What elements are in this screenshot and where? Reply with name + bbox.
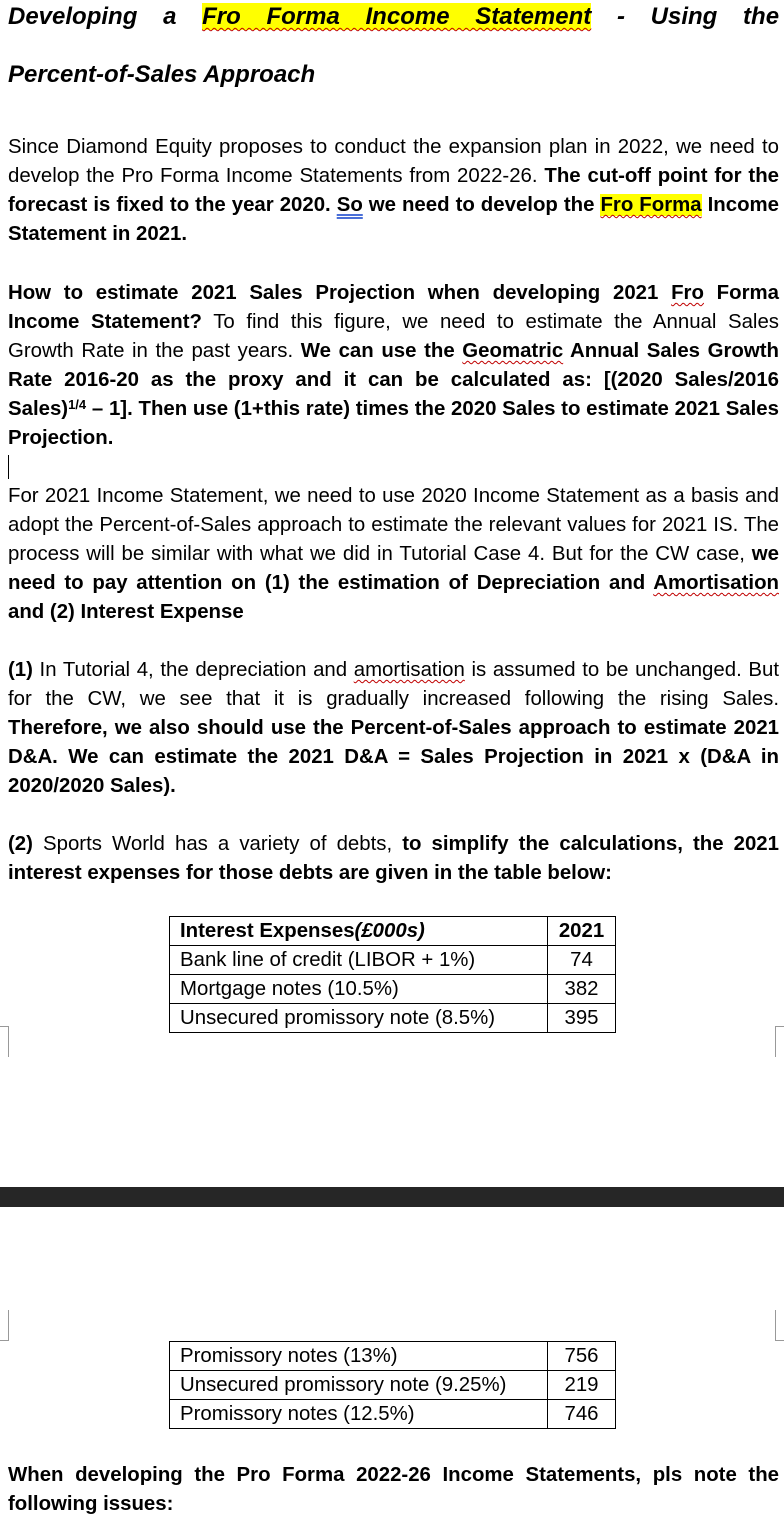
page-corner-mark [775, 1310, 784, 1341]
table-row: Promissory notes (12.5%) 746 [170, 1400, 616, 1429]
spelling-flag: Geomatric [462, 340, 564, 362]
spelling-flag: Amortisation [653, 572, 779, 594]
page-corner-mark [0, 1310, 9, 1341]
document-title-line1: Developing a Fro Forma Income Statement - Using the [8, 3, 780, 30]
spelling-flag: Fro [671, 282, 704, 304]
text-cursor [8, 455, 9, 479]
paragraph-intro: Since Diamond Equity proposes to conduct the expansion plan in 2022, we need to develop the Pro Forma Income Statements from 2022-26. The cut-off point for the forecast is fixed to the year 2020. So we need to develop the Fro Forma Income Statement in 2021. [8, 136, 779, 245]
table-row: Bank line of credit (LIBOR + 1%) 74 [170, 946, 616, 975]
table-header-row: Interest Expenses(£000s) 2021 [170, 917, 616, 946]
table-row: Unsecured promissory note (8.5%) 395 [170, 1004, 616, 1033]
highlighted-title: Fro Forma Income Statement [202, 3, 592, 30]
paragraph-income-statement: For 2021 Income Statement, we need to use 2020 Income Statement as a basis and adopt the Percent-of-Sales approach to estimate the relevant values for 2021 IS. The process will be similar with what we did in Tutorial Case 4. But for the CW case, we need to pay attention on (1) the estimation of Depreciation and Amortisation and (2) Interest Expense [8, 485, 779, 623]
paragraph-depreciation: (1) In Tutorial 4, the depreciation and amortisation is assumed to be unchanged. But for the CW, we see that it is gradually increased following the rising Sales. Therefore, we also should use the Percent-of-Sales approach to estimate 2021 D&A. We can estimate the 2021 D&A = Sales Projection in 2021 x (D&A in 2020/2020 Sales). [8, 659, 779, 797]
interest-expense-table-continued [169, 1341, 616, 1429]
page-break [0, 1187, 784, 1207]
highlighted-phrase: Fro Forma [600, 194, 702, 216]
paragraph-interest: (2) Sports World has a variety of debts, to simplify the calculations, the 2021 interest expenses for those debts are given in the table below: [8, 833, 779, 884]
document-title-line2: Percent-of-Sales Approach [8, 61, 316, 88]
page-corner-mark [775, 1026, 784, 1057]
interest-expense-table [169, 916, 616, 1033]
table-row: Unsecured promissory note (9.25%) 219 [170, 1371, 616, 1400]
paragraph-sales-projection: How to estimate 2021 Sales Projection when developing 2021 Fro Forma Income Statement? To find this figure, we need to estimate the Annual Sales Growth Rate in the past years. We can use the Geomatric Annual Sales Growth Rate 2016-20 as the proxy and it can be calculated as: [(2020 Sales/2016 Sales)$^{1/4}$ – 1]. Then use (1+this rate) times the 2020 Sales to estimate 2021 Sales Projection. [8, 282, 780, 449]
table-row: Promissory notes (13%) 756 [170, 1342, 616, 1371]
table-row: Mortgage notes (10.5%) 382 [170, 975, 616, 1004]
grammar-flag: So [336, 194, 363, 216]
spelling-flag: amortisation [353, 659, 465, 681]
paragraph-notes: When developing the Pro Forma 2022-26 Income Statements, pls note the following issues: [8, 1464, 779, 1515]
page-corner-mark [0, 1026, 9, 1057]
